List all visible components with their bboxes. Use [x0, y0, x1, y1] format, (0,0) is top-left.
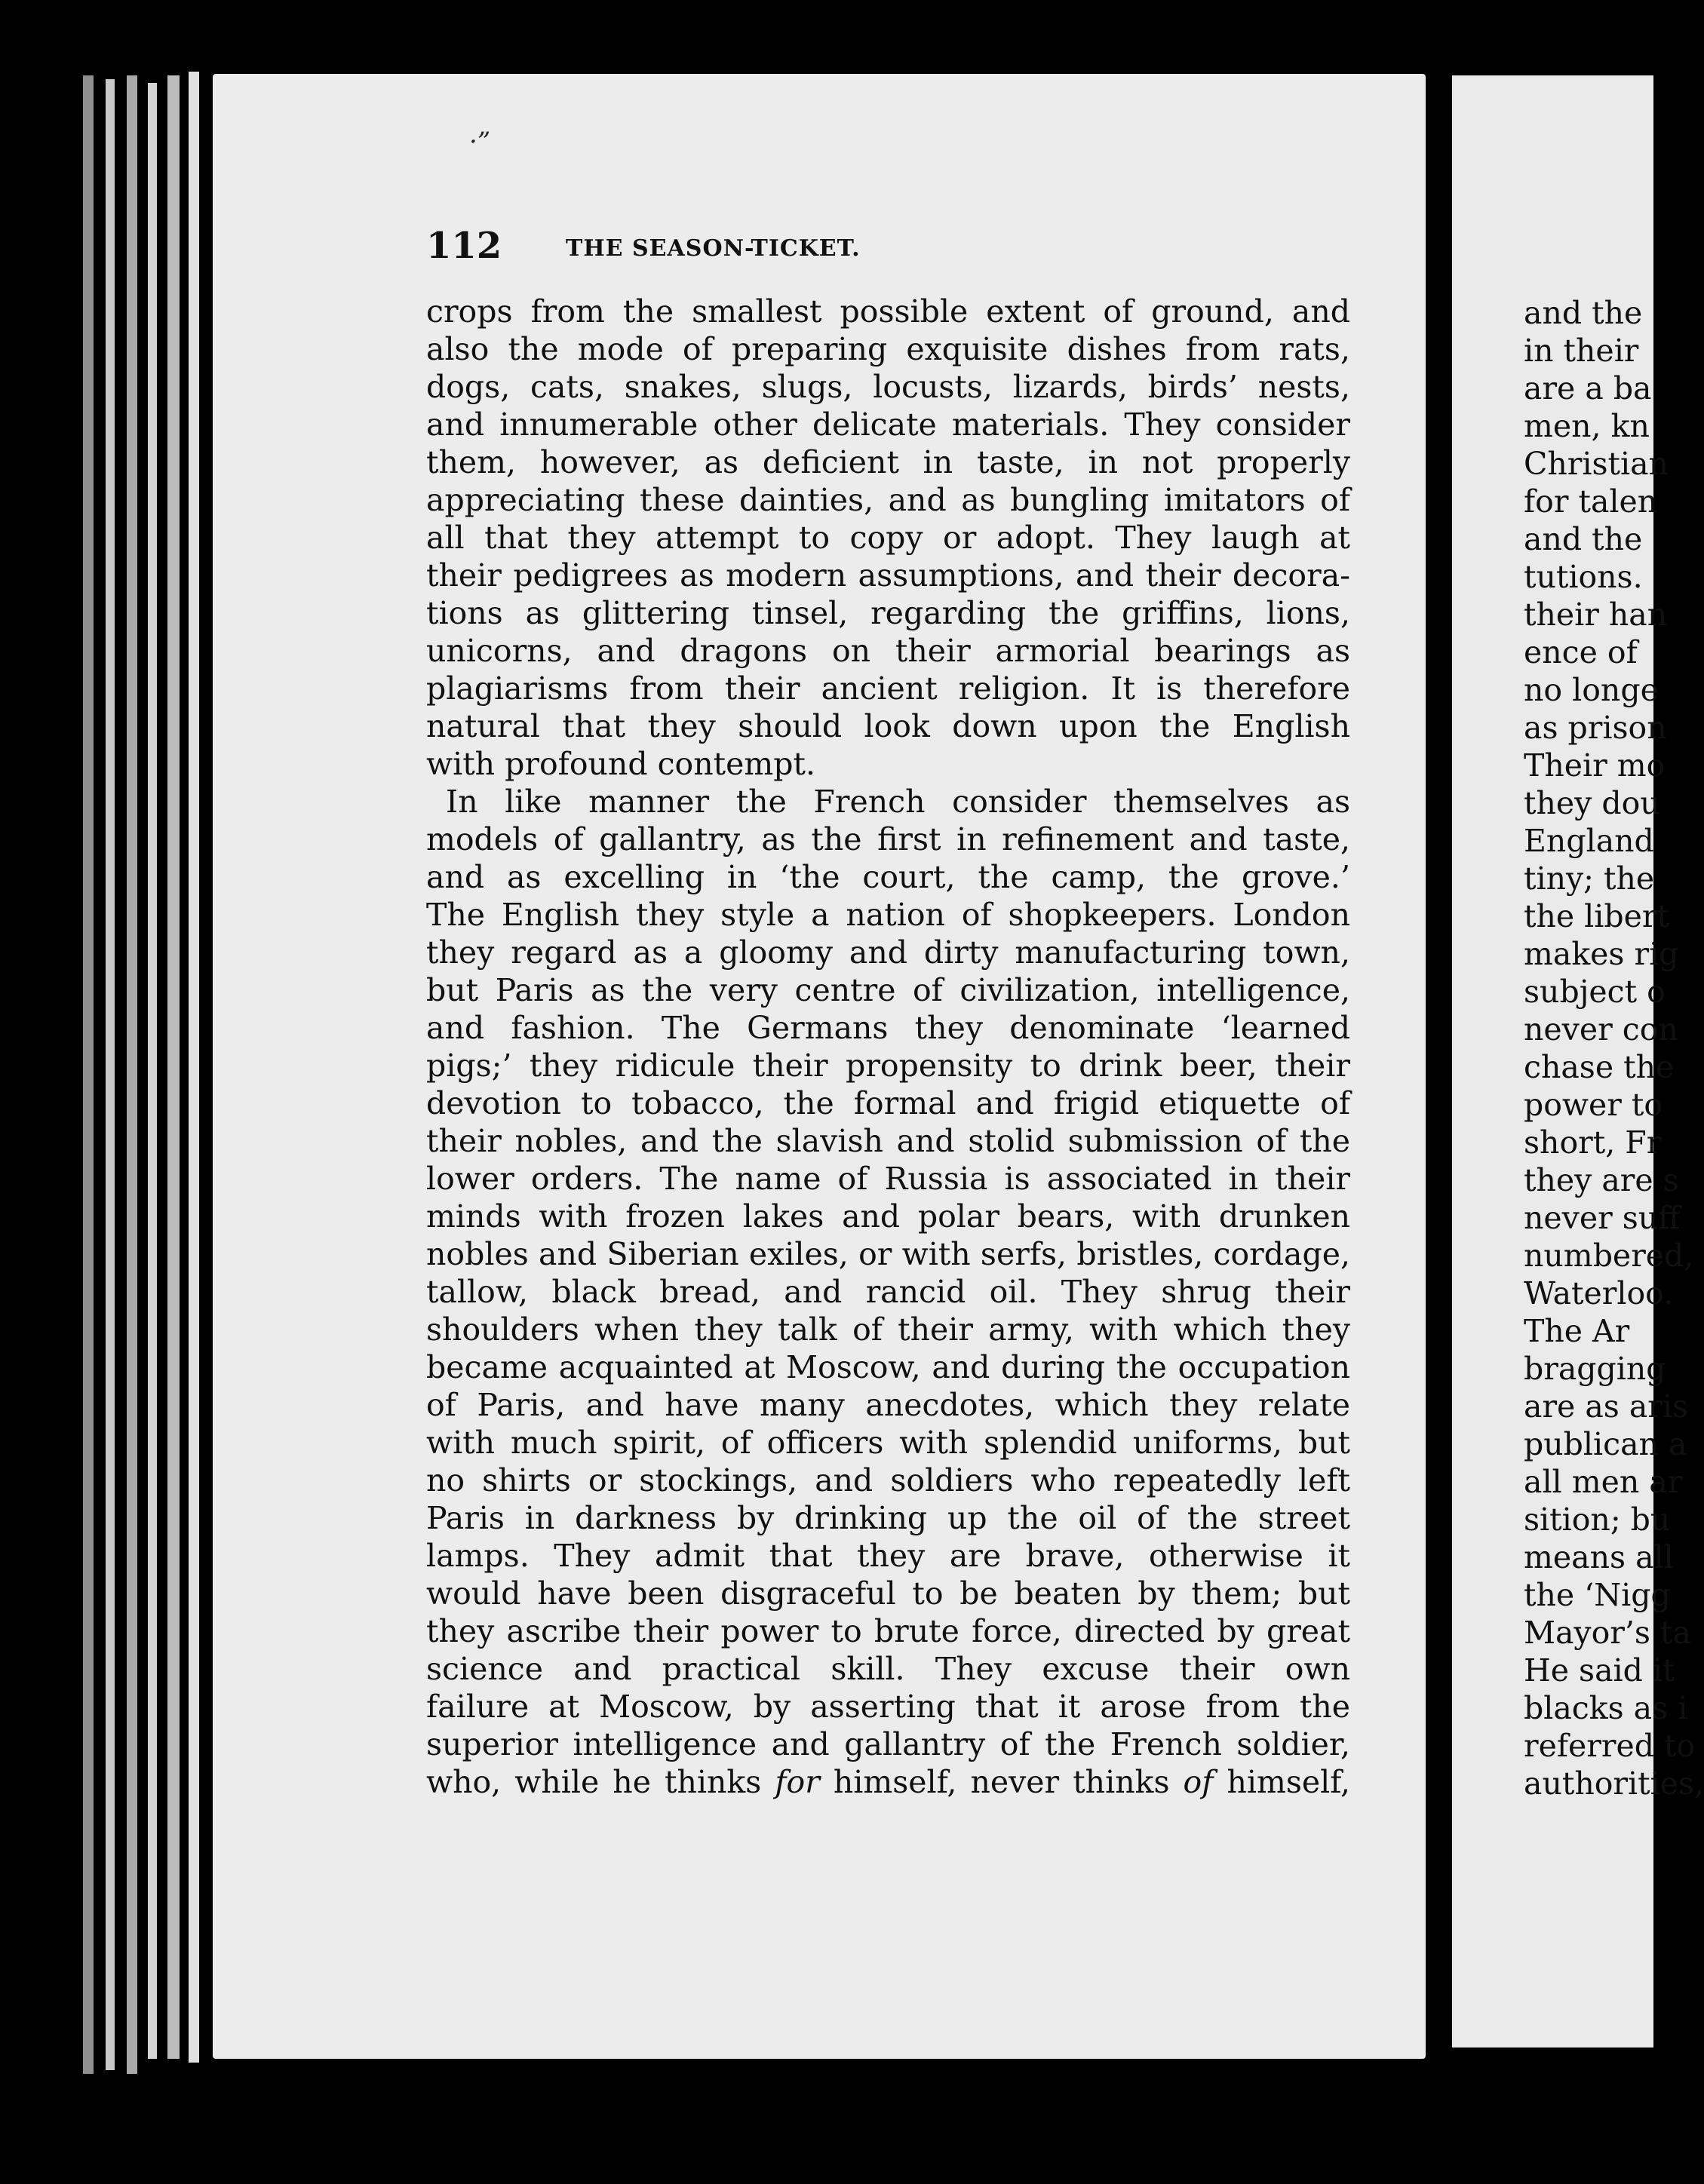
- text-line: appreciating these dainties, and as bungling imitators of: [426, 482, 1350, 518]
- text-line: Paris in darkness by drinking up the oil of the street: [426, 1500, 1350, 1536]
- right-text-line: England: [1524, 823, 1654, 859]
- right-text-line: are as aris: [1524, 1388, 1689, 1425]
- text-line: they ascribe their power to brute force, directed by great: [426, 1613, 1350, 1649]
- text-line: their nobles, and the slavish and stolid submission of the: [426, 1123, 1350, 1159]
- right-text-line: never con: [1524, 1011, 1678, 1048]
- right-page-text: [1524, 294, 1704, 1802]
- italic-word: for: [775, 1764, 820, 1800]
- text-line-final: [426, 1763, 1350, 1801]
- right-text-line: means all: [1524, 1539, 1674, 1575]
- right-text-line: blacks as i: [1524, 1690, 1688, 1726]
- right-text-line: for talen: [1524, 483, 1658, 520]
- right-text-line: bragging: [1524, 1351, 1666, 1387]
- page-edge: [148, 83, 157, 2059]
- right-text-line: the ‘Nigg: [1524, 1577, 1671, 1613]
- text-line: superior intelligence and gallantry of the French soldier,: [426, 1726, 1350, 1762]
- right-text-line: they dou: [1524, 785, 1660, 821]
- right-text-line: chase the: [1524, 1049, 1675, 1085]
- text-line: plagiarisms from their ancient religion. It is therefore: [426, 670, 1350, 707]
- text-line: pigs;’ they ridicule their propensity to drink beer, their: [426, 1048, 1350, 1084]
- right-text-line: Their mo: [1524, 747, 1666, 784]
- text-line: models of gallantry, as the first in refinement and taste,: [426, 821, 1350, 857]
- page-edge: [127, 75, 137, 2074]
- text-line: failure at Moscow, by asserting that it arose from the: [426, 1689, 1350, 1725]
- right-text-line: publican a: [1524, 1426, 1687, 1462]
- text-line: and as excelling in ‘the court, the camp, the grove.’: [426, 859, 1350, 895]
- right-text-line: their han: [1524, 597, 1668, 633]
- right-text-line: are a ba: [1524, 370, 1652, 406]
- text-fragment: himself,: [1213, 1764, 1351, 1800]
- text-fragment: who, while he thinks: [426, 1764, 775, 1800]
- right-text-line: power to: [1524, 1087, 1663, 1123]
- right-text-line: numbered,: [1524, 1238, 1694, 1274]
- right-page: [1452, 75, 1704, 2048]
- page-edge: [167, 75, 180, 2059]
- text-line: no shirts or stockings, and soldiers who repeatedly left: [426, 1462, 1350, 1498]
- text-line: dogs, cats, snakes, slugs, locusts, lizards, birds’ nests,: [426, 369, 1350, 405]
- right-text-line: Waterloo.: [1524, 1275, 1674, 1311]
- text-line: of Paris, and have many anecdotes, which they relate: [426, 1387, 1350, 1423]
- text-line: minds with frozen lakes and polar bears, with drunken: [426, 1198, 1350, 1235]
- body-text: [426, 293, 1350, 1801]
- text-line: science and practical skill. They excuse their own: [426, 1651, 1350, 1687]
- text-line: but Paris as the very centre of civilization, intelligence,: [426, 972, 1350, 1008]
- right-text-line: sition; bu: [1524, 1502, 1671, 1538]
- right-text-line: men, kn: [1524, 408, 1650, 444]
- text-line: In like manner the French consider themselves as: [446, 784, 1350, 820]
- page-number: 112: [426, 225, 502, 267]
- left-page: [213, 74, 1426, 2059]
- text-line: natural that they should look down upon the English: [426, 708, 1350, 744]
- right-text-line: makes rig: [1524, 936, 1679, 972]
- right-text-line: short, Fr: [1524, 1124, 1662, 1161]
- right-text-line: subject o: [1524, 974, 1666, 1010]
- page-edge: [83, 75, 94, 2074]
- italic-word: of: [1183, 1764, 1214, 1800]
- right-text-line: and the: [1524, 521, 1643, 557]
- text-line: became acquainted at Moscow, and during the occupation: [426, 1349, 1350, 1385]
- right-text-line: referred to: [1524, 1728, 1696, 1764]
- text-line: lamps. They admit that they are brave, otherwise it: [426, 1538, 1350, 1574]
- right-text-line: Mayor’s ta: [1524, 1615, 1691, 1651]
- text-line: The English they style a nation of shopkeepers. London: [426, 897, 1350, 933]
- right-text-line: as prison: [1524, 710, 1667, 746]
- text-line: with much spirit, of officers with splendid uniforms, but: [426, 1425, 1350, 1461]
- text-fragment: himself, never thinks: [819, 1764, 1184, 1800]
- text-line: also the mode of preparing exquisite dishes from rats,: [426, 331, 1350, 367]
- text-line: tallow, black bread, and rancid oil. They shrug their: [426, 1274, 1350, 1310]
- text-line: nobles and Siberian exiles, or with serfs, bristles, cordage,: [426, 1236, 1350, 1272]
- right-text-line: the libert: [1524, 898, 1669, 934]
- right-text-line: no longe: [1524, 672, 1659, 708]
- right-text-line: all men ar: [1524, 1464, 1683, 1500]
- right-text-line: ence of: [1524, 634, 1638, 670]
- text-line: lower orders. The name of Russia is associated in their: [426, 1161, 1350, 1197]
- text-line: them, however, as deficient in taste, in not properly: [426, 444, 1350, 480]
- text-line: with profound contempt.: [426, 746, 816, 782]
- page-edge: [189, 72, 199, 2063]
- right-text-line: in their: [1524, 333, 1639, 369]
- right-text-line: tutions.: [1524, 559, 1643, 595]
- text-line: tions as glittering tinsel, regarding the griffins, lions,: [426, 595, 1350, 631]
- page-edge: [106, 79, 115, 2070]
- right-text-line: never suff: [1524, 1200, 1681, 1236]
- text-line: and fashion. The Germans they denominate ‘learned: [426, 1010, 1350, 1046]
- right-text-line: tiny; the: [1524, 860, 1655, 897]
- right-text-line: The Ar: [1524, 1313, 1630, 1349]
- right-text-line: and the: [1524, 295, 1643, 331]
- text-line: their pedigrees as modern assumptions, and their decora-: [426, 557, 1350, 594]
- running-title: THE SEASON-TICKET.: [566, 235, 861, 262]
- text-line: they regard as a gloomy and dirty manufacturing town,: [426, 934, 1350, 971]
- text-line: crops from the smallest possible extent of ground, and: [426, 293, 1350, 330]
- right-text-line: authorities,: [1524, 1765, 1704, 1802]
- margin-mark: ·”: [469, 127, 491, 157]
- text-line: unicorns, and dragons on their armorial bearings as: [426, 633, 1350, 669]
- text-line: would have been disgraceful to be beaten by them; but: [426, 1575, 1350, 1612]
- right-text-line: He said it: [1524, 1652, 1675, 1689]
- text-line: and innumerable other delicate materials. They consider: [426, 406, 1350, 443]
- right-text-line: Christian: [1524, 446, 1669, 482]
- right-text-line: they are s: [1524, 1162, 1679, 1198]
- text-line: all that they attempt to copy or adopt. They laugh at: [426, 520, 1350, 556]
- text-line: devotion to tobacco, the formal and frigid etiquette of: [426, 1085, 1350, 1121]
- text-line: shoulders when they talk of their army, with which they: [426, 1311, 1350, 1348]
